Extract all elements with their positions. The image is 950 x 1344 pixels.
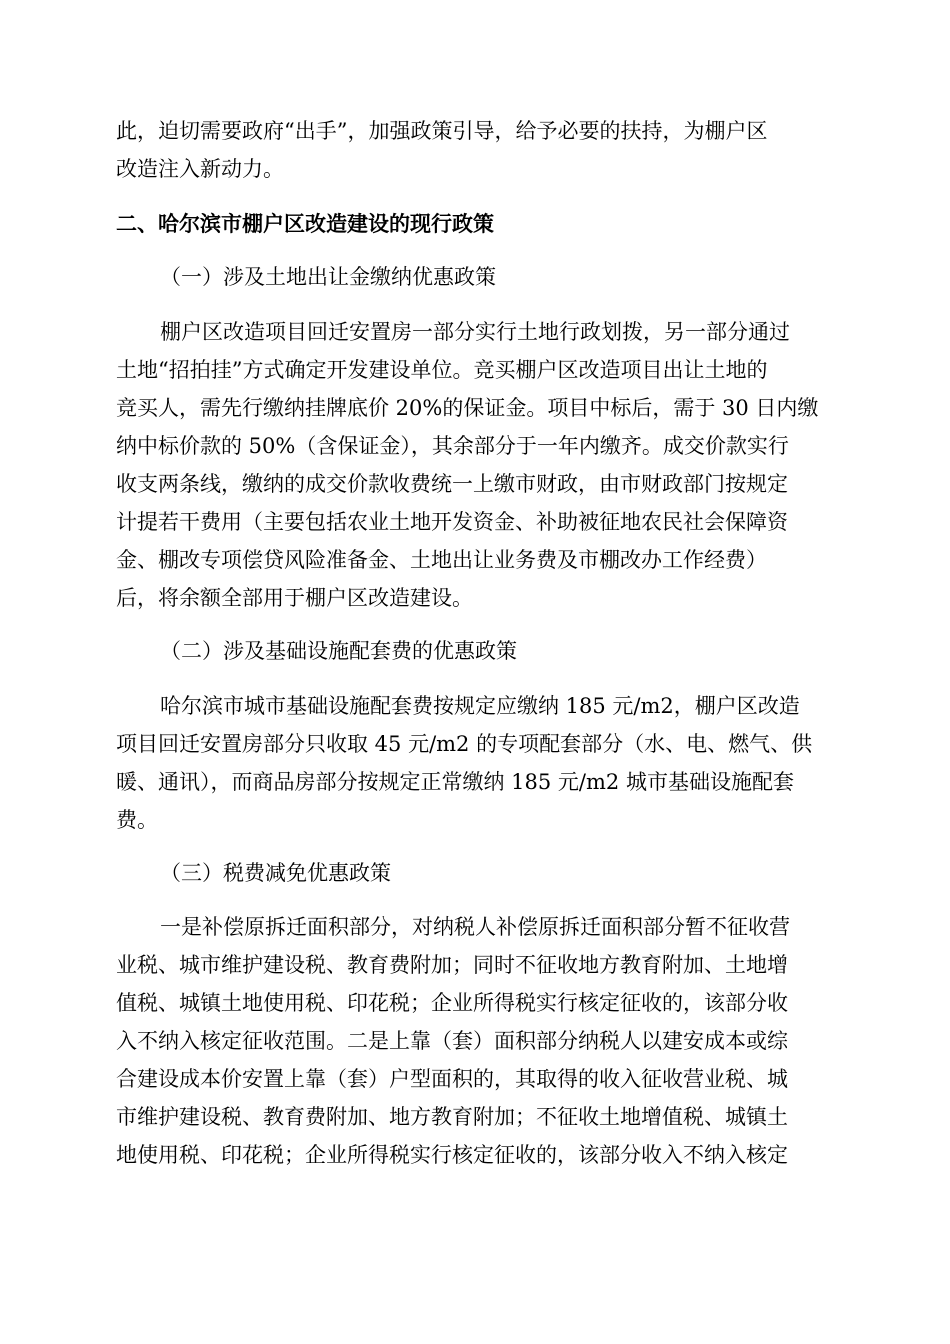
paragraph-line: 土地“招拍挂”方式确定开发建设单位。竞买棚户区改造项目出让土地的 [116,358,768,382]
paragraph-line: 市维护建设税、教育费附加、地方教育附加；不征收土地增值税、城镇土 [116,1105,788,1129]
paragraph-line: 棚户区改造项目回迁安置房一部分实行土地行政划拨，另一部分通过 [160,320,790,344]
paragraph-line: 竞买人，需先行缴纳挂牌底价 20%的保证金。项目中标后，需于 30 日内缴 [116,396,819,420]
paragraph-line: 计提若干费用（主要包括农业土地开发资金、补助被征地农民社会保障资 [116,510,788,534]
section-heading: 二、哈尔滨市棚户区改造建设的现行政策 [116,212,494,236]
paragraph-line: 费。 [116,808,158,832]
paragraph-line: 项目回迁安置房部分只收取 45 元/m2 的专项配套部分（水、电、燃气、供 [116,732,813,756]
paragraph-line: 暖、通讯），而商品房部分按规定正常缴纳 185 元/m2 城市基础设施配套 [116,770,794,794]
paragraph-line: 收支两条线，缴纳的成交价款收费统一上缴市财政，由市财政部门按规定 [116,472,788,496]
paragraph-line: 金、棚改专项偿贷风险准备金、土地出让业务费及市棚改办工作经费） [116,548,767,572]
paragraph-line: 一是补偿原拆迁面积部分，对纳税人补偿原拆迁面积部分暂不征收营 [160,915,790,939]
paragraph-line: 改造注入新动力。 [116,157,284,181]
paragraph-line: 此，迫切需要政府“出手”，加强政策引导，给予必要的扶持，为棚户区 [116,119,768,143]
paragraph-line: 哈尔滨市城市基础设施配套费按规定应缴纳 185 元/m2，棚户区改造 [160,694,800,718]
paragraph-line: 入不纳入核定征收范围。二是上靠（套）面积部分纳税人以建安成本或综 [116,1029,788,1053]
subsection-title-3: （三）税费减免优惠政策 [160,861,391,885]
paragraph-line: 地使用税、印花税；企业所得税实行核定征收的，该部分收入不纳入核定 [116,1143,788,1167]
paragraph-line: 值税、城镇土地使用税、印花税；企业所得税实行核定征收的，该部分收 [116,991,788,1015]
subsection-title-2: （二）涉及基础设施配套费的优惠政策 [160,639,517,663]
paragraph-line: 纳中标价款的 50%（含保证金），其余部分于一年内缴齐。成交价款实行 [116,434,789,458]
paragraph-line: 业税、城市维护建设税、教育费附加；同时不征收地方教育附加、土地增 [116,953,788,977]
subsection-title-1: （一）涉及土地出让金缴纳优惠政策 [160,265,496,289]
paragraph-line: 后，将余额全部用于棚户区改造建设。 [116,586,473,610]
paragraph-line: 合建设成本价安置上靠（套）户型面积的，其取得的收入征收营业税、城 [116,1067,788,1091]
